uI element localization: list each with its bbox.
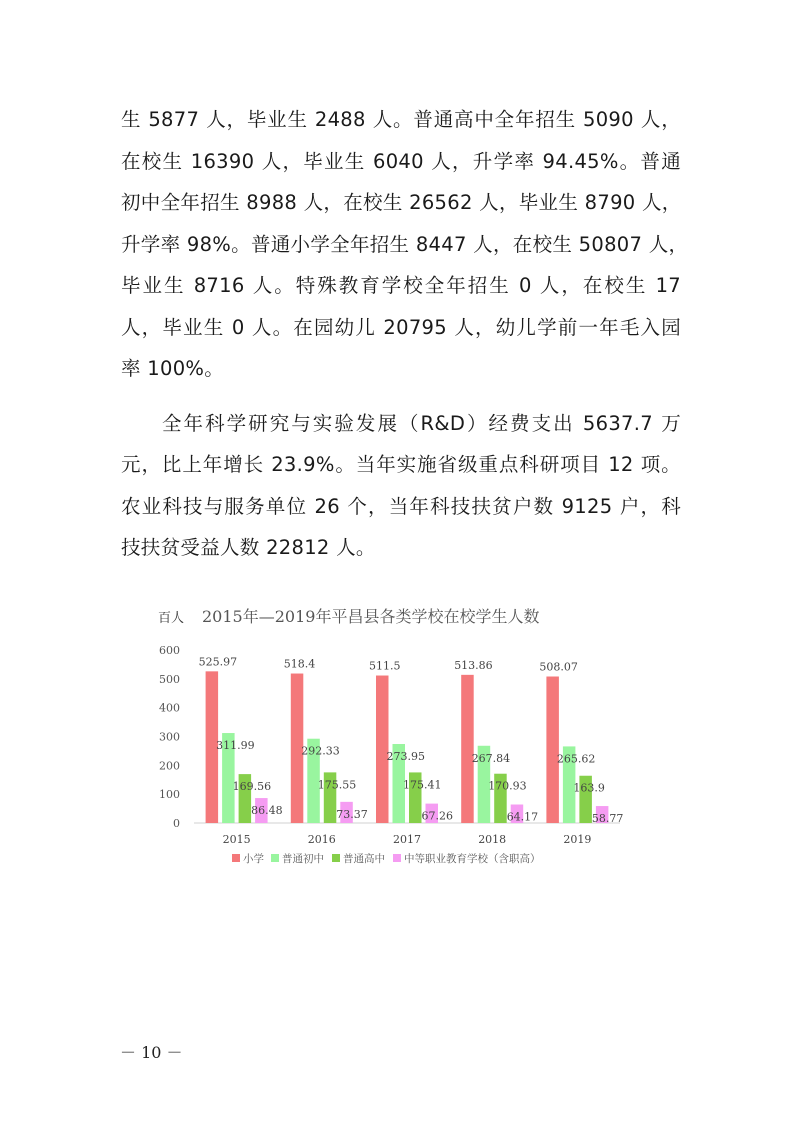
chart-legend (232, 852, 541, 865)
paragraph-research (121, 403, 681, 569)
legend-swatch (393, 854, 401, 862)
bar-data-label: 64.17 (506, 810, 539, 824)
bar-data-label: 292.33 (301, 744, 340, 758)
bar-data-label: 175.41 (403, 778, 442, 792)
bar-data-label: 513.86 (454, 658, 493, 672)
chart-ylabel: 百人 (158, 611, 185, 626)
bar-data-label: 311.99 (216, 739, 255, 753)
text-line: 生 5877 人，毕业生 2488 人。普通高中全年招生 5090 人， (121, 108, 681, 131)
legend-swatch (271, 854, 279, 862)
bar-data-label: 73.37 (336, 807, 368, 821)
text-line: 人，毕业生 0 人。在园幼儿 20795 人，幼儿学前一年毛入园 (121, 315, 681, 339)
legend-label: 中等职业教育学校（含职高） (404, 853, 541, 865)
text-line: 农业科技与服务单位 26 个，当年科技扶贫户数 9125 户，科 (121, 494, 681, 518)
text-line: 技扶贫受益人数 22812 人。 (121, 536, 376, 559)
y-tick-label: 600 (159, 644, 180, 657)
text-line: 毕业生 8716 人。特殊教育学校全年招生 0 人，在校生 17 (121, 274, 681, 297)
x-tick-label: 2016 (307, 833, 336, 846)
bar-data-label: 86.48 (251, 804, 283, 818)
bar-data-label: 508.07 (539, 660, 578, 674)
text-line: 元，比上年增长 23.9%。当年实施省级重点科研项目 12 项。 (121, 453, 681, 476)
bar-2018-series-0 (461, 675, 474, 823)
text-line: 在校生 16390 人，毕业生 6040 人，升学率 94.45%。普通 (121, 149, 681, 173)
bar-data-label: 518.4 (283, 657, 316, 671)
paragraph-education (121, 99, 689, 390)
page-number: － 10 － (120, 1043, 183, 1062)
bar-data-label: 67.26 (421, 809, 453, 823)
student-count-chart (150, 600, 635, 880)
legend-label: 普通高中 (343, 853, 385, 865)
chart-x-axis (223, 833, 592, 846)
bar-2019-series-0 (546, 677, 559, 823)
text-line: 率 100%。 (121, 357, 225, 380)
x-tick-label: 2017 (393, 833, 421, 846)
y-tick-label: 100 (159, 788, 180, 802)
chart-bars (199, 655, 624, 825)
bar-data-label: 511.5 (369, 659, 401, 673)
bar-data-label: 267.84 (471, 751, 511, 765)
chart-title: 2015年—2019年平昌县各类学校在校学生人数 (202, 607, 540, 626)
y-tick-label: 400 (159, 701, 180, 715)
bar-data-label: 58.77 (591, 812, 624, 826)
bar-data-label: 163.9 (573, 781, 605, 795)
chart-svg (150, 600, 635, 880)
bar-data-label: 170.93 (488, 779, 527, 793)
legend-label: 小学 (243, 853, 264, 865)
x-tick-label: 2019 (563, 833, 592, 846)
y-tick-label: 300 (159, 730, 180, 744)
legend-swatch (232, 854, 240, 862)
x-tick-label: 2018 (478, 833, 507, 846)
y-tick-label: 0 (173, 817, 180, 830)
x-tick-label: 2015 (222, 833, 251, 846)
y-tick-label: 500 (159, 672, 180, 686)
legend-swatch (332, 854, 340, 862)
bar-data-label: 525.97 (198, 655, 238, 669)
text-line: 初中全年招生 8988 人，在校生 26562 人，毕业生 8790 人， (121, 191, 682, 214)
text-line: 升学率 98%。普通小学全年招生 8447 人，在校生 50807 人， (121, 232, 689, 256)
body-text (121, 99, 689, 569)
bar-data-label: 273.95 (386, 750, 425, 764)
bar-data-label: 175.55 (317, 778, 357, 792)
bar-data-label: 265.62 (556, 752, 596, 766)
bar-data-label: 169.56 (232, 780, 272, 794)
text-line: 全年科学研究与实验发展（R&D）经费支出 5637.7 万 (162, 411, 681, 435)
legend-label: 普通初中 (282, 853, 324, 865)
y-tick-label: 200 (159, 759, 180, 773)
